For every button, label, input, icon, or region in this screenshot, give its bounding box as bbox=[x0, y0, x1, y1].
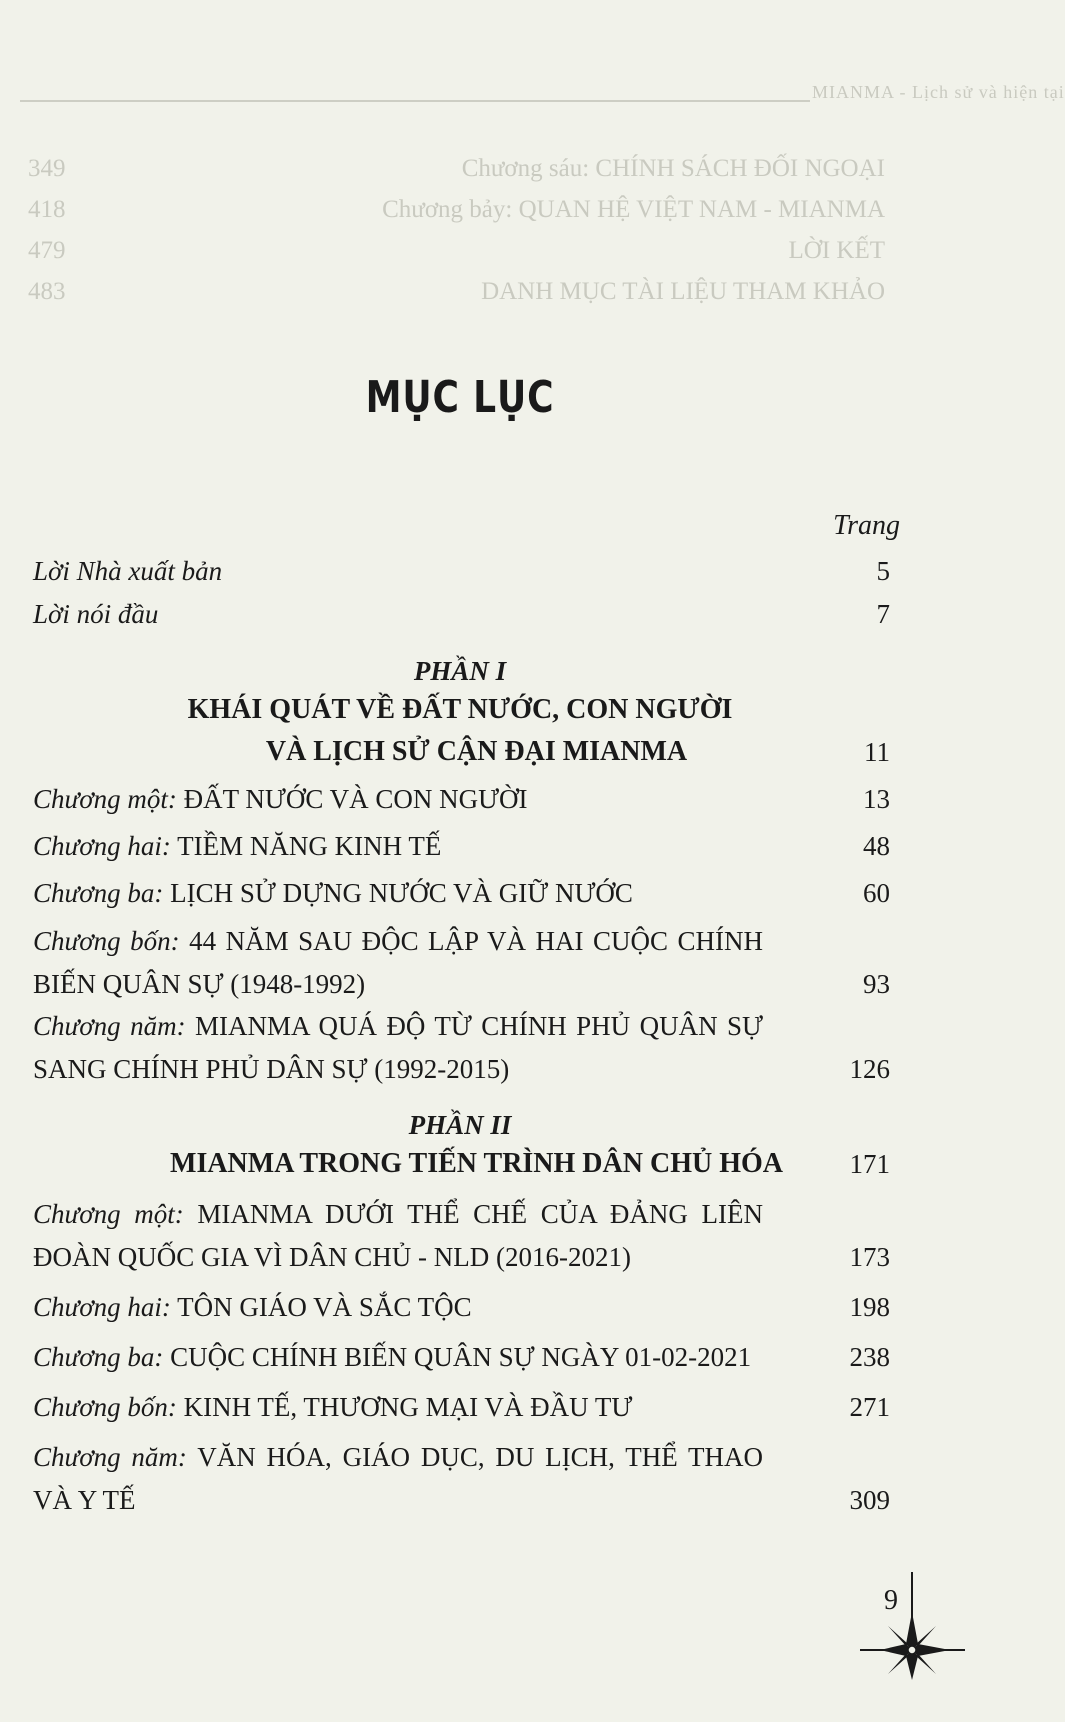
toc-entry-page: 238 bbox=[849, 1342, 890, 1372]
toc-entry-page: 309 bbox=[849, 1485, 890, 1515]
toc-entry-page: 13 bbox=[863, 784, 890, 814]
chapter-label: Chương bốn: bbox=[33, 1392, 177, 1422]
chapter-title: MIANMA QUÁ ĐỘ TỪ CHÍNH PHỦ QUÂN SỰ SANG CHÍNH PHỦ DÂN SỰ (1992-2015) bbox=[33, 1011, 763, 1084]
part-label: PHẦN I bbox=[413, 656, 507, 686]
chapter-label: Chương năm: bbox=[33, 1442, 187, 1472]
chapter-label: Chương ba: bbox=[33, 1342, 164, 1372]
chapter-title: LỊCH SỬ DỰNG NƯỚC VÀ GIỮ NƯỚC bbox=[163, 878, 633, 908]
page-column-header: Trang bbox=[833, 510, 900, 541]
chapter-label: Chương hai: bbox=[33, 1292, 171, 1322]
toc-entry bbox=[33, 1336, 890, 1379]
chapter-title: ĐẤT NƯỚC VÀ CON NGƯỜI bbox=[176, 784, 528, 814]
toc-entry bbox=[33, 550, 890, 593]
toc-entry-page: 171 bbox=[849, 1149, 890, 1179]
toc-entry-title: Lời Nhà xuất bản bbox=[33, 556, 223, 586]
part-title: KHÁI QUÁT VỀ ĐẤT NƯỚC, CON NGƯỜI bbox=[187, 694, 733, 725]
chapter-title: TÔN GIÁO VÀ SẮC TỘC bbox=[170, 1292, 472, 1322]
ghost-line-title: Chương bảy: QUAN HỆ VIỆT NAM - MIANMA bbox=[382, 196, 885, 223]
toc-entry bbox=[33, 730, 890, 774]
toc-entry bbox=[33, 1142, 890, 1186]
page-number: 9 bbox=[884, 1585, 898, 1616]
toc-entry bbox=[33, 778, 890, 821]
ghost-line-number: 483 bbox=[28, 278, 66, 305]
part-label: PHẦN II bbox=[408, 1110, 512, 1140]
chapter-label: Chương một: bbox=[33, 784, 177, 814]
ghost-header-rule bbox=[20, 100, 810, 102]
chapter-label: Chương bốn: bbox=[33, 926, 180, 956]
toc-entry-page: 7 bbox=[876, 599, 890, 629]
chapter-label: Chương hai: bbox=[33, 831, 171, 861]
page-title: MỤC LỤC bbox=[365, 372, 555, 423]
toc-entry-page: 11 bbox=[864, 737, 890, 767]
ghost-line-title: LỜI KẾT bbox=[788, 237, 885, 264]
ghost-running-header: MIANMA - Lịch sử và hiện tại bbox=[812, 82, 1065, 102]
toc-entry bbox=[33, 825, 890, 868]
chapter-title: VĂN HÓA, GIÁO DỤC, DU LỊCH, THỂ THAO VÀ Y TẾ bbox=[33, 1442, 764, 1515]
toc-entry-page: 173 bbox=[849, 1242, 890, 1272]
part-title: VÀ LỊCH SỬ CẬN ĐẠI MIANMA bbox=[265, 736, 688, 767]
ghost-line-number: 418 bbox=[28, 196, 66, 223]
toc-entry bbox=[33, 1193, 890, 1279]
toc-entry bbox=[33, 593, 890, 636]
chapter-title: MIANMA DƯỚI THỂ CHẾ CỦA ĐẢNG LIÊN ĐOÀN QUỐC GIA VÌ DÂN CHỦ - NLD (2016-2021) bbox=[33, 1199, 764, 1272]
chapter-label: Chương ba: bbox=[33, 878, 164, 908]
chapter-title: CUỘC CHÍNH BIẾN QUÂN SỰ NGÀY 01-02-2021 bbox=[163, 1342, 752, 1372]
toc-entry-page: 93 bbox=[863, 969, 890, 999]
toc-entry bbox=[33, 1005, 890, 1091]
toc-entry-page: 271 bbox=[849, 1392, 890, 1422]
chapter-label: Chương một: bbox=[33, 1199, 184, 1229]
ghost-line-title: DANH MỤC TÀI LIỆU THAM KHẢO bbox=[481, 278, 885, 305]
compass-star-ornament-icon bbox=[860, 1572, 970, 1682]
part-title: MIANMA TRONG TIẾN TRÌNH DÂN CHỦ HÓA bbox=[170, 1148, 783, 1179]
ghost-line-number: 349 bbox=[28, 155, 66, 182]
toc-entry-page: 126 bbox=[849, 1054, 890, 1084]
toc-entry-title: Lời nói đầu bbox=[33, 599, 159, 629]
toc-entry-page: 60 bbox=[863, 878, 890, 908]
ghost-line-number: 479 bbox=[28, 237, 66, 264]
chapter-title: TIỀM NĂNG KINH TẾ bbox=[170, 831, 442, 861]
ghost-line-title: Chương sáu: CHÍNH SÁCH ĐỐI NGOẠI bbox=[461, 155, 885, 182]
toc-entry bbox=[33, 1286, 890, 1329]
toc-entry bbox=[33, 872, 890, 915]
chapter-title: KINH TẾ, THƯƠNG MẠI VÀ ĐẦU TƯ bbox=[176, 1392, 633, 1422]
toc-entry bbox=[33, 1436, 890, 1522]
chapter-title: 44 NĂM SAU ĐỘC LẬP VÀ HAI CUỘC CHÍNH BIẾN QUÂN SỰ (1948-1992) bbox=[33, 926, 763, 999]
toc-entry-page: 5 bbox=[876, 556, 890, 586]
toc-entry-page: 48 bbox=[863, 831, 890, 861]
chapter-label: Chương năm: bbox=[33, 1011, 186, 1041]
toc-entry bbox=[33, 920, 890, 1006]
toc-entry bbox=[33, 1386, 890, 1429]
toc-entry-page: 198 bbox=[849, 1292, 890, 1322]
